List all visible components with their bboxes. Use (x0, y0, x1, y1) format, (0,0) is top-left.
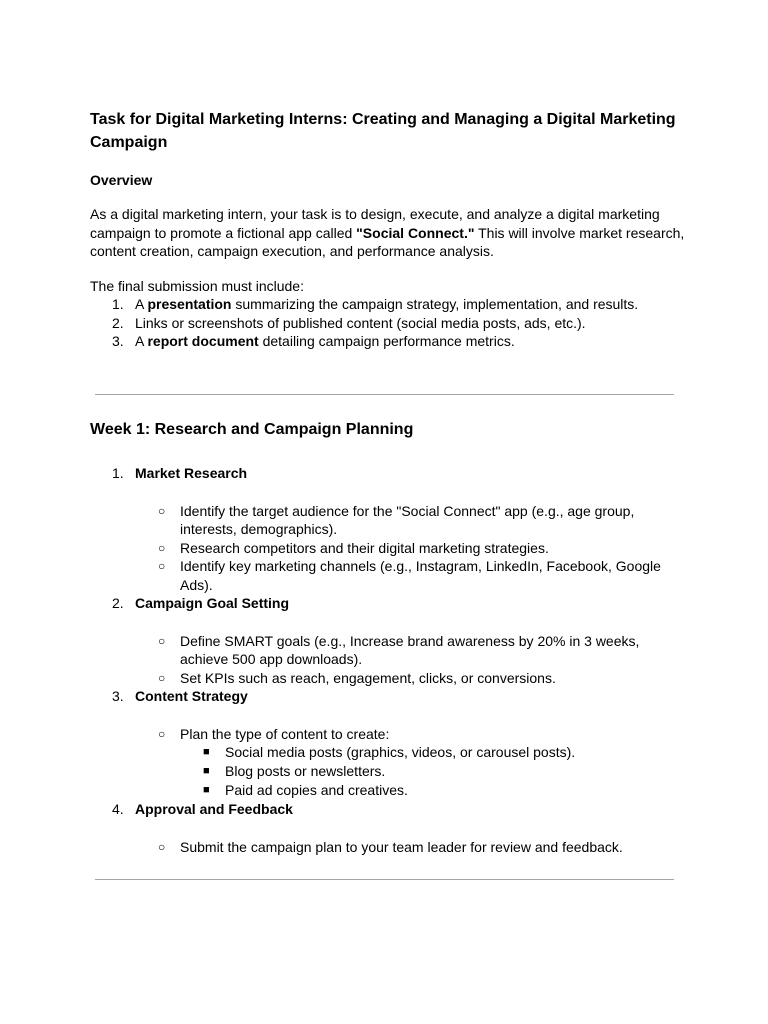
bullet-text: Identify the target audience for the "Social Connect" app (e.g., age group, interests, demographics). (180, 502, 635, 537)
step-title: Approval and Feedback (135, 801, 293, 817)
horizontal-divider (95, 879, 674, 880)
list-text: A (135, 333, 148, 349)
list-item (90, 295, 690, 314)
circle-bullet-icon: ○ (158, 540, 166, 555)
submission-intro: The final submission must include: (90, 277, 304, 294)
list-item (90, 332, 690, 351)
circle-bullet-icon: ○ (158, 559, 166, 573)
step-title: Market Research (135, 465, 248, 481)
list-text: Links or screenshots of published content (social media posts, ads, etc.). (135, 314, 586, 331)
sub-bullet-item (180, 743, 690, 762)
sub-bullet-text: Paid ad copies and creatives. (225, 782, 408, 798)
step-bullets (135, 706, 690, 801)
sub-bullet-item (180, 781, 690, 800)
bullet-item (135, 502, 690, 539)
square-bullet-icon: ■ (203, 784, 210, 796)
document-title: Task for Digital Marketing Interns: Creating and Managing a Digital Marketing Campaign (90, 111, 676, 151)
bullet-text: Define SMART goals (e.g., Increase brand awareness by 20% in 3 weeks, achieve 500 app downloads). (180, 632, 640, 667)
overview-paragraph (90, 205, 690, 261)
step-bullets (135, 613, 690, 688)
step-bullets (135, 819, 690, 857)
sub-bullet-text: Social media posts (graphics, videos, or carousel posts). (225, 744, 576, 760)
week1-step-list (90, 464, 690, 856)
list-item (90, 314, 690, 333)
step-campaign-goal-setting (90, 594, 690, 687)
week1-title: Week 1: Research and Campaign Planning (90, 421, 414, 438)
horizontal-divider (95, 394, 674, 395)
overview-text-end: This will involve market research, content creation, campaign execution, and performance analysis. (90, 224, 685, 259)
step-bullets (135, 483, 690, 595)
circle-bullet-icon: ○ (158, 503, 166, 518)
sub-bullet-text: Blog posts or newsletters. (225, 763, 386, 779)
bullet-text: Submit the campaign plan to your team leader for review and feedback. (180, 838, 623, 855)
square-bullet-icon: ■ (203, 746, 210, 758)
submission-list (90, 295, 690, 351)
circle-bullet-icon: ○ (158, 839, 166, 854)
list-bold-text: presentation (147, 296, 232, 312)
step-title: Content Strategy (135, 688, 248, 704)
step-title: Campaign Goal Setting (135, 595, 290, 611)
bullet-item (135, 669, 690, 688)
circle-bullet-icon: ○ (158, 670, 166, 685)
sub-bullet-item (180, 762, 690, 781)
list-number: 2. (112, 314, 124, 331)
app-name: "Social Connect." (356, 224, 475, 241)
bullet-item (135, 725, 690, 801)
step-content-strategy (90, 687, 690, 800)
document-page (90, 108, 690, 855)
bullet-text: Set KPIs such as reach, engagement, clicks, or conversions. (180, 669, 556, 686)
step-number: 3. (112, 688, 124, 704)
list-text: A (135, 296, 148, 312)
list-number: 1. (112, 296, 124, 312)
step-approval-feedback (90, 800, 690, 856)
bullet-item (135, 557, 690, 594)
overview-text-start: As a digital marketing intern, your task is to design, execute, and analyze a digital marketing campaign to promote a fictional app called (90, 206, 660, 241)
list-text: detailing campaign performance metrics. (258, 333, 515, 349)
step-number: 1. (112, 465, 124, 481)
overview-heading: Overview (90, 172, 153, 188)
content-type-list (180, 743, 690, 800)
bullet-text: Identify key marketing channels (e.g., Instagram, LinkedIn, Facebook, Google Ads). (180, 558, 661, 593)
step-market-research (90, 464, 690, 594)
list-text: summarizing the campaign strategy, implementation, and results. (231, 296, 639, 312)
bullet-item (135, 838, 690, 857)
circle-bullet-icon: ○ (158, 633, 166, 648)
bullet-item (135, 632, 690, 669)
step-number: 2. (112, 595, 124, 611)
list-bold-text: report document (147, 333, 259, 349)
bullet-text: Plan the type of content to create: (180, 725, 390, 742)
list-number: 3. (112, 333, 124, 349)
step-number: 4. (112, 801, 124, 817)
circle-bullet-icon: ○ (158, 726, 166, 741)
square-bullet-icon: ■ (203, 765, 210, 777)
bullet-text: Research competitors and their digital marketing strategies. (180, 539, 549, 556)
bullet-item (135, 539, 690, 558)
